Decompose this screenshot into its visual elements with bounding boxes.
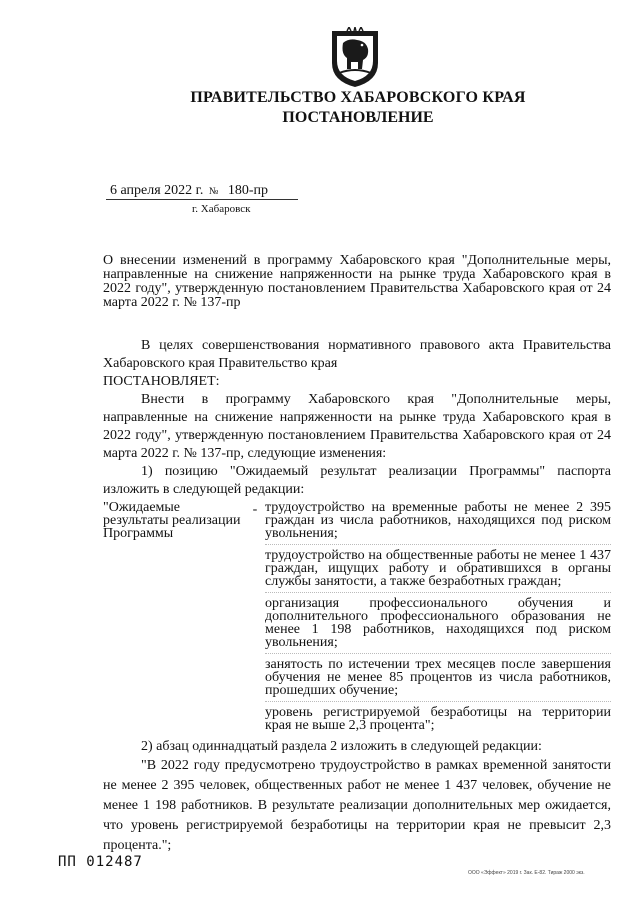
print-info: ООО «Эффект» 2019 г. Зак. Е-82. Тираж 2000 экз. <box>468 870 585 876</box>
item-2-paragraph: 2) абзац одиннадцатый раздела 2 изложить в следующей редакции: <box>141 739 542 754</box>
document-type: ПОСТАНОВЛЕНИЕ <box>282 109 434 126</box>
table-row: трудоустройство на временные работы не менее 2 395 граждан из числа работников, находящихся под риском увольнения; <box>265 499 611 545</box>
intro-paragraph: Внести в программу Хабаровского края "Дополнительные меры, направленные на снижение напряженности на рынке труда Хабаровского края в 2022 году", утвержденную постановлением Правительства Хабаровского края от 24 марта 2022 г. № 137-пр, следующие изменения: <box>103 392 611 461</box>
resolve-heading: ПОСТАНОВЛЯЕТ: <box>103 374 220 389</box>
table-left-label: "Ожидаемые результаты реализации Программы <box>103 500 241 541</box>
quoted-paragraph: "В 2022 году предусмотрено трудоустройство в рамках временной занятости не менее 2 395 человек, общественных работ не менее 1 437 человек, обучение не менее 1 198 работников. В результате реализации дополнительных мер ожидается, что уровень регистрируемой безработицы на территории края не превысит 2,3 процента."; <box>103 758 611 853</box>
preamble-paragraph: В целях совершенствования нормативного правового акта Правительства Хабаровского края Правительство края <box>103 338 611 371</box>
table-row: трудоустройство на общественные работы не менее 1 437 граждан, ищущих работу и обратившихся в органы службы занятости, а также безработных граждан; <box>265 547 611 593</box>
coat-of-arms-emblem <box>329 27 381 89</box>
date-underline <box>106 199 298 200</box>
government-title: ПРАВИТЕЛЬСТВО ХАБАРОВСКОГО КРАЯ <box>190 89 526 106</box>
document-date: 6 апреля 2022 г. <box>110 183 204 198</box>
item-1-paragraph: 1) позицию "Ожидаемый результат реализации Программы" паспорта изложить в следующей редакции: <box>103 464 611 497</box>
date-number-line <box>110 183 268 199</box>
table-row: занятость по истечении трех месяцев после завершения обучения не менее 85 процентов из числа работников, прошедших обучение; <box>265 656 611 702</box>
table-dash: - <box>252 502 258 517</box>
passport-table <box>103 499 611 738</box>
table-right-column <box>265 499 611 738</box>
document-body <box>103 337 611 856</box>
subject-title: О внесении изменений в программу Хабаровского края "Дополнительные меры, направленные на снижение напряженности на рынке труда Хабаровского края в 2022 году", утвержденную постановлением Правительства Хабаровского края от 24 марта 2022 г. № 137-пр <box>103 253 611 310</box>
serial-number: ПП 012487 <box>58 854 143 870</box>
number-sign: № <box>208 186 219 197</box>
table-row: уровень регистрируемой безработицы на территории края не выше 2,3 процента"; <box>265 705 611 733</box>
table-row: организация профессионального обучения и дополнительного профессионального образования не менее 1 198 работников, находящихся под риском увольнения; <box>265 595 611 654</box>
city-label: г. Хабаровск <box>192 203 251 215</box>
document-number: 180-пр <box>227 183 269 198</box>
